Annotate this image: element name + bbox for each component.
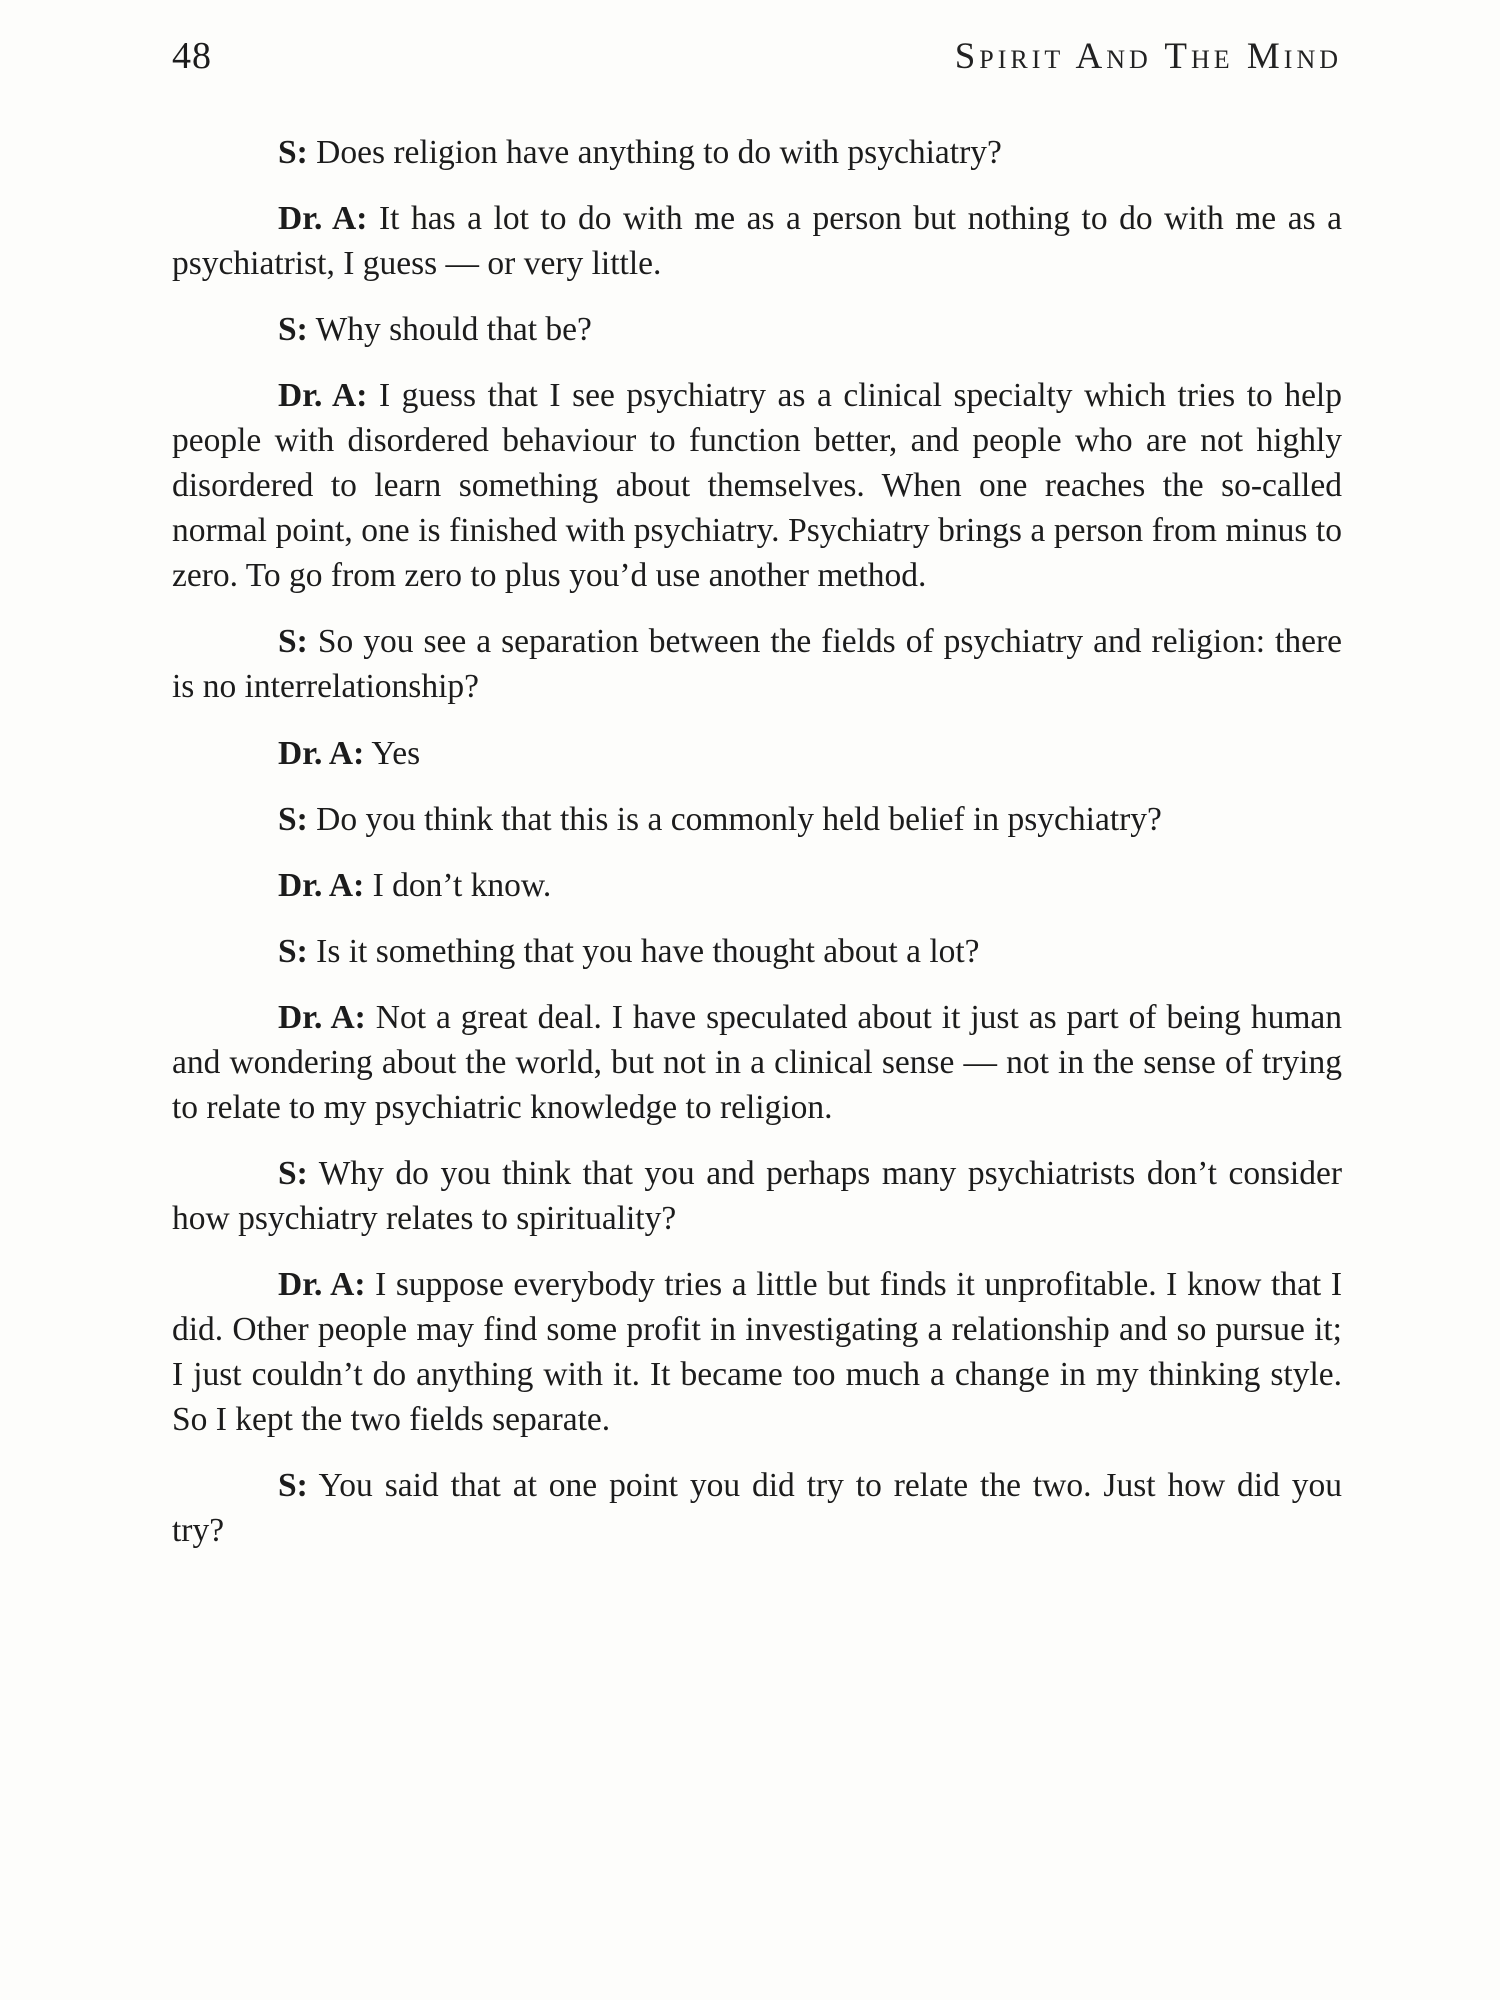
dialogue-text: It has a lot to do with me as a person but nothing to do with me as a psychiatrist, I guess — or very little.	[172, 200, 1343, 283]
dialogue-text: So you see a separation between the fields of psychiatry and religion: there is no interrelationship?	[172, 623, 1342, 706]
dialogue-text: Do you think that this is a commonly held belief in psychiatry?	[316, 800, 1162, 838]
dialogue-text: I suppose everybody tries a little but finds it unprofitable. I know that I did. Other people may find some profit in investigating a relationship and so pursue it; I just couldn’t do anything with it. It became too much a change in my thinking style. So I kept the two fields separate.	[172, 1265, 1343, 1439]
dialogue-paragraph	[172, 373, 1342, 598]
dialogue-paragraph	[172, 1151, 1342, 1241]
dialogue-paragraph	[172, 929, 1342, 974]
dialogue	[172, 130, 1342, 1553]
dialogue-paragraph	[172, 1262, 1342, 1442]
dialogue-text: I guess that I see psychiatry as a clinical specialty which tries to help people with disordered behaviour to function better, and people who are not highly disordered to learn something about themselves. When one reaches the so-called normal point, one is finished with psychiatry. Psychiatry brings a person from minus to zero. To go from zero to plus you’d use another method.	[172, 377, 1342, 595]
dialogue-paragraph	[172, 1463, 1342, 1553]
dialogue-text: You said that at one point you did try to relate the two. Just how did you try?	[172, 1467, 1342, 1550]
speaker-label: Dr. A:	[278, 998, 366, 1036]
speaker-label: S:	[278, 311, 308, 349]
dialogue-paragraph	[172, 307, 1342, 352]
dialogue-paragraph	[172, 619, 1342, 709]
speaker-label: Dr. A:	[278, 1265, 366, 1303]
dialogue-text: Yes	[371, 734, 421, 772]
dialogue-text: Is it something that you have thought about a lot?	[316, 932, 980, 970]
speaker-label: S:	[278, 134, 308, 171]
speaker-label: Dr. A:	[278, 734, 365, 772]
dialogue-text: I don’t know.	[372, 866, 552, 904]
speaker-label: Dr. A:	[278, 377, 368, 415]
dialogue-paragraph	[172, 797, 1342, 842]
dialogue-text: Why should that be?	[315, 311, 592, 349]
dialogue-text: Not a great deal. I have speculated about it just as part of being human and wondering about the world, but not in a clinical sense — not in the sense of trying to relate to my psychiatric knowledge to religion.	[172, 998, 1342, 1126]
dialogue-paragraph	[172, 995, 1342, 1130]
dialogue-text: Does religion have anything to do with psychiatry?	[316, 134, 1002, 171]
speaker-label: Dr. A:	[278, 866, 365, 904]
dialogue-paragraph	[172, 196, 1342, 286]
running-title: Spirit And The Mind	[954, 36, 1342, 77]
speaker-label: S:	[278, 932, 308, 970]
speaker-label: S:	[278, 623, 308, 661]
dialogue-text: Why do you think that you and perhaps many psychiatrists don’t consider how psychiatry relates to spirituality?	[172, 1154, 1342, 1237]
page-number: 48	[172, 35, 212, 77]
dialogue-paragraph	[172, 130, 1342, 175]
dialogue-paragraph	[172, 731, 1342, 776]
page-header	[172, 34, 1342, 78]
speaker-label: S:	[278, 800, 308, 838]
speaker-label: S:	[278, 1154, 308, 1192]
speaker-label: Dr. A:	[278, 200, 368, 238]
speaker-label: S:	[278, 1467, 308, 1505]
dialogue-paragraph	[172, 863, 1342, 908]
